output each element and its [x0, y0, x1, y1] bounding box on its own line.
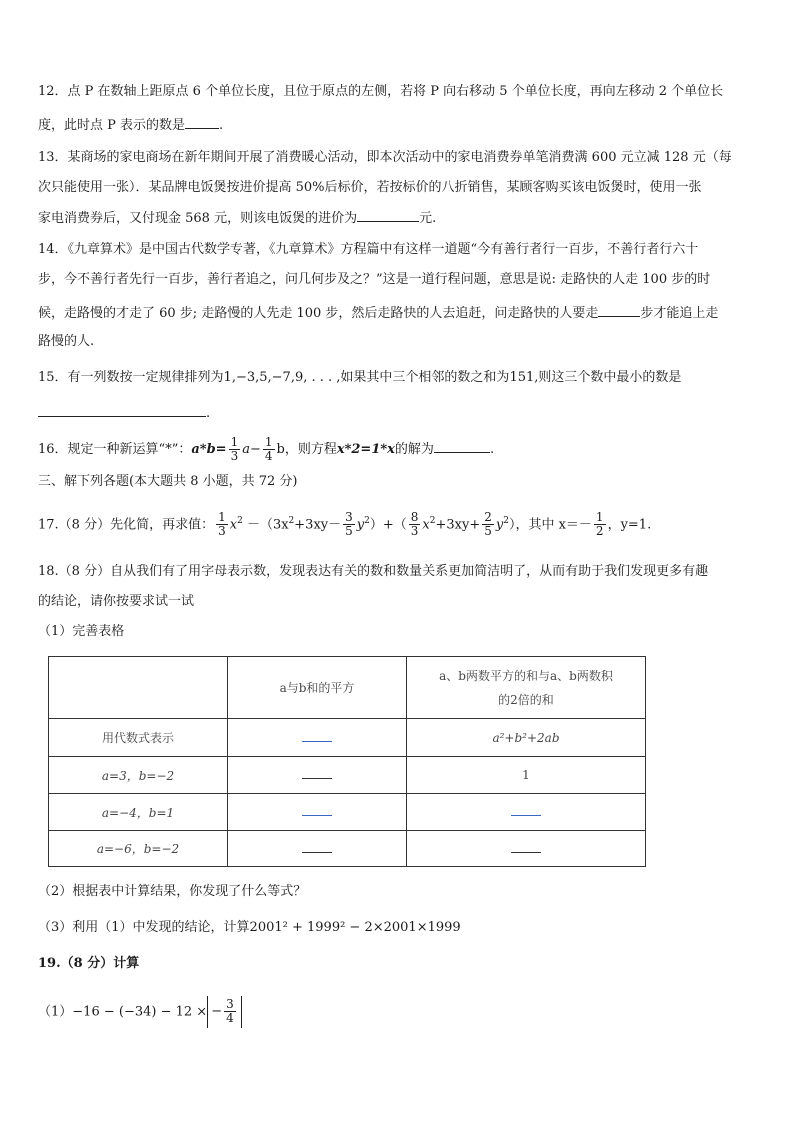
table-cell: a=3，b=−2 [49, 757, 228, 794]
q18-part1: （1）完善表格 [38, 624, 125, 639]
q13-line3: 家电消费券后，又付现金 568 元，则该电饭煲的进价为 元. [38, 207, 436, 229]
q16-line: 16．规定一种新运算“*”：a*b= $\frac{1}{3}$ a− $\frac{1}{4}$ b，则方程x*2=1*x的解为 . [38, 435, 495, 463]
answer-blank[interactable] [38, 402, 206, 417]
q18-line2: 的结论，请你按要求试一试 [38, 594, 195, 609]
fraction: $\frac{2}{5}$ [484, 510, 492, 539]
section-heading: 三、解下列各题(本大题共 8 小题，共 72 分) [38, 474, 298, 489]
table-header-cell: a与b和的平方 [228, 657, 407, 719]
answer-blank[interactable] [185, 114, 219, 129]
q19-title: 19.（8 分）计算 [38, 956, 140, 971]
table-row [49, 719, 646, 757]
q13-line1: 13．某商场的家电商场在新年期间开展了消费暖心活动，即本次活动中的家电消费券单笔消费满 600 元立减 128 元（每 [38, 150, 732, 165]
table-header-row [49, 657, 646, 719]
table-row [49, 757, 646, 794]
q14-line2: 步，今不善行者先行一百步，善行者追之，问几何步及之？”这是一道行程问题，意思是说: 走路快的人走 100 步的时 [38, 272, 711, 287]
table-cell: a=−6，b=−2 [49, 831, 228, 867]
q14-line1: 14．《九章算术》是中国古代数学专著，《九章算术》方程篇中有这样一道题“今有善行者行一百步，不善行者行六十 [38, 242, 699, 257]
q17-line: 17.（8 分）先化简，再求值： $\frac{1}{3}$ $x^2 -(3x^2+3xy-$ $\frac{3}{5}$ $y^2)+$（ $\frac{8}{3}$ $x^2+3xy+$ $\frac{2}{5}$ $y^2$），其中 x＝－ $\frac{1}{2}$ ，y=1. [38, 510, 652, 539]
table-cell: a=−4，b=1 [49, 794, 228, 831]
q14-line4: 路慢的人. [38, 334, 95, 349]
absolute-value: − $\frac{3}{4}$ [207, 996, 242, 1028]
answer-blank[interactable] [302, 844, 332, 853]
answer-blank[interactable] [302, 807, 332, 816]
fraction: $\frac{1}{3}$ [230, 435, 239, 463]
fraction: $\frac{1}{2}$ [595, 510, 604, 539]
table-header-cell: a、b两数平方的和与a、b两数积的2倍的和 [407, 657, 646, 719]
q15-line1: 15．有一列数按一定规律排列为1,−3,5,−7,9, . . . ,如果其中三个相邻的数之和为151,则这三个数中最小的数是 [38, 370, 682, 385]
q12-line2: 度，此时点 P 表示的数是 . [38, 114, 223, 136]
table-cell: 1 [407, 757, 646, 794]
fraction: $\frac{1}{3}$ [218, 510, 226, 539]
table-cell[interactable] [228, 794, 407, 831]
q18-line1: 18.（8 分）自从我们有了用字母表示数，发现表达有关的数和数量关系更加简洁明了，从而有助于我们发现更多有趣 [38, 564, 709, 579]
q18-part3: （3）利用（1）中发现的结论，计算2001² + 1999² − 2×2001×1999 [38, 920, 461, 935]
fraction: $\frac{3}{4}$ [226, 997, 234, 1025]
table-row [49, 831, 646, 867]
answer-blank[interactable] [302, 733, 332, 742]
fraction: $\frac{8}{3}$ [410, 510, 419, 539]
table-cell[interactable] [228, 757, 407, 794]
fraction: $\frac{3}{5}$ [345, 510, 353, 539]
q13-line2: 次只能使用一张）．某品牌电饭煲按进价提高 50%后标价，若按标价的八折销售，某顾客购买该电饭煲时，使用一张 [38, 180, 702, 195]
answer-blank[interactable] [434, 438, 490, 453]
answer-blank[interactable] [302, 770, 332, 779]
table-row [49, 794, 646, 831]
q14-line3: 候，走路慢的才走了 60 步; 走路慢的人先走 100 步，然后走路快的人去追赶，问走路快的人要走 步才能追上走 [38, 302, 718, 324]
answer-blank[interactable] [511, 807, 541, 816]
table-header-cell [49, 657, 228, 719]
answer-blank[interactable] [598, 302, 640, 317]
table-cell[interactable] [407, 831, 646, 867]
q12-line1: 12．点 P 在数轴上距原点 6 个单位长度，且位于原点的左侧，若将 P 向右移动 5 个单位长度，再向左移动 2 个单位长 [38, 84, 724, 99]
table-cell: a²+b²+2ab [407, 719, 646, 757]
table-cell: 用代数式表示 [49, 719, 228, 757]
fraction: $\frac{1}{4}$ [264, 435, 273, 463]
q15-line2: . [38, 402, 210, 424]
q18-part2: （2）根据表中计算结果，你发现了什么等式？ [38, 884, 307, 899]
table-cell[interactable] [407, 794, 646, 831]
table-cell[interactable] [228, 831, 407, 867]
answer-blank[interactable] [357, 207, 419, 222]
q19-part1: （1）−16 − (−34) − 12 × − $\frac{3}{4}$ [38, 996, 242, 1029]
q18-table [48, 656, 646, 867]
answer-blank[interactable] [511, 844, 541, 853]
table-cell[interactable] [228, 719, 407, 757]
